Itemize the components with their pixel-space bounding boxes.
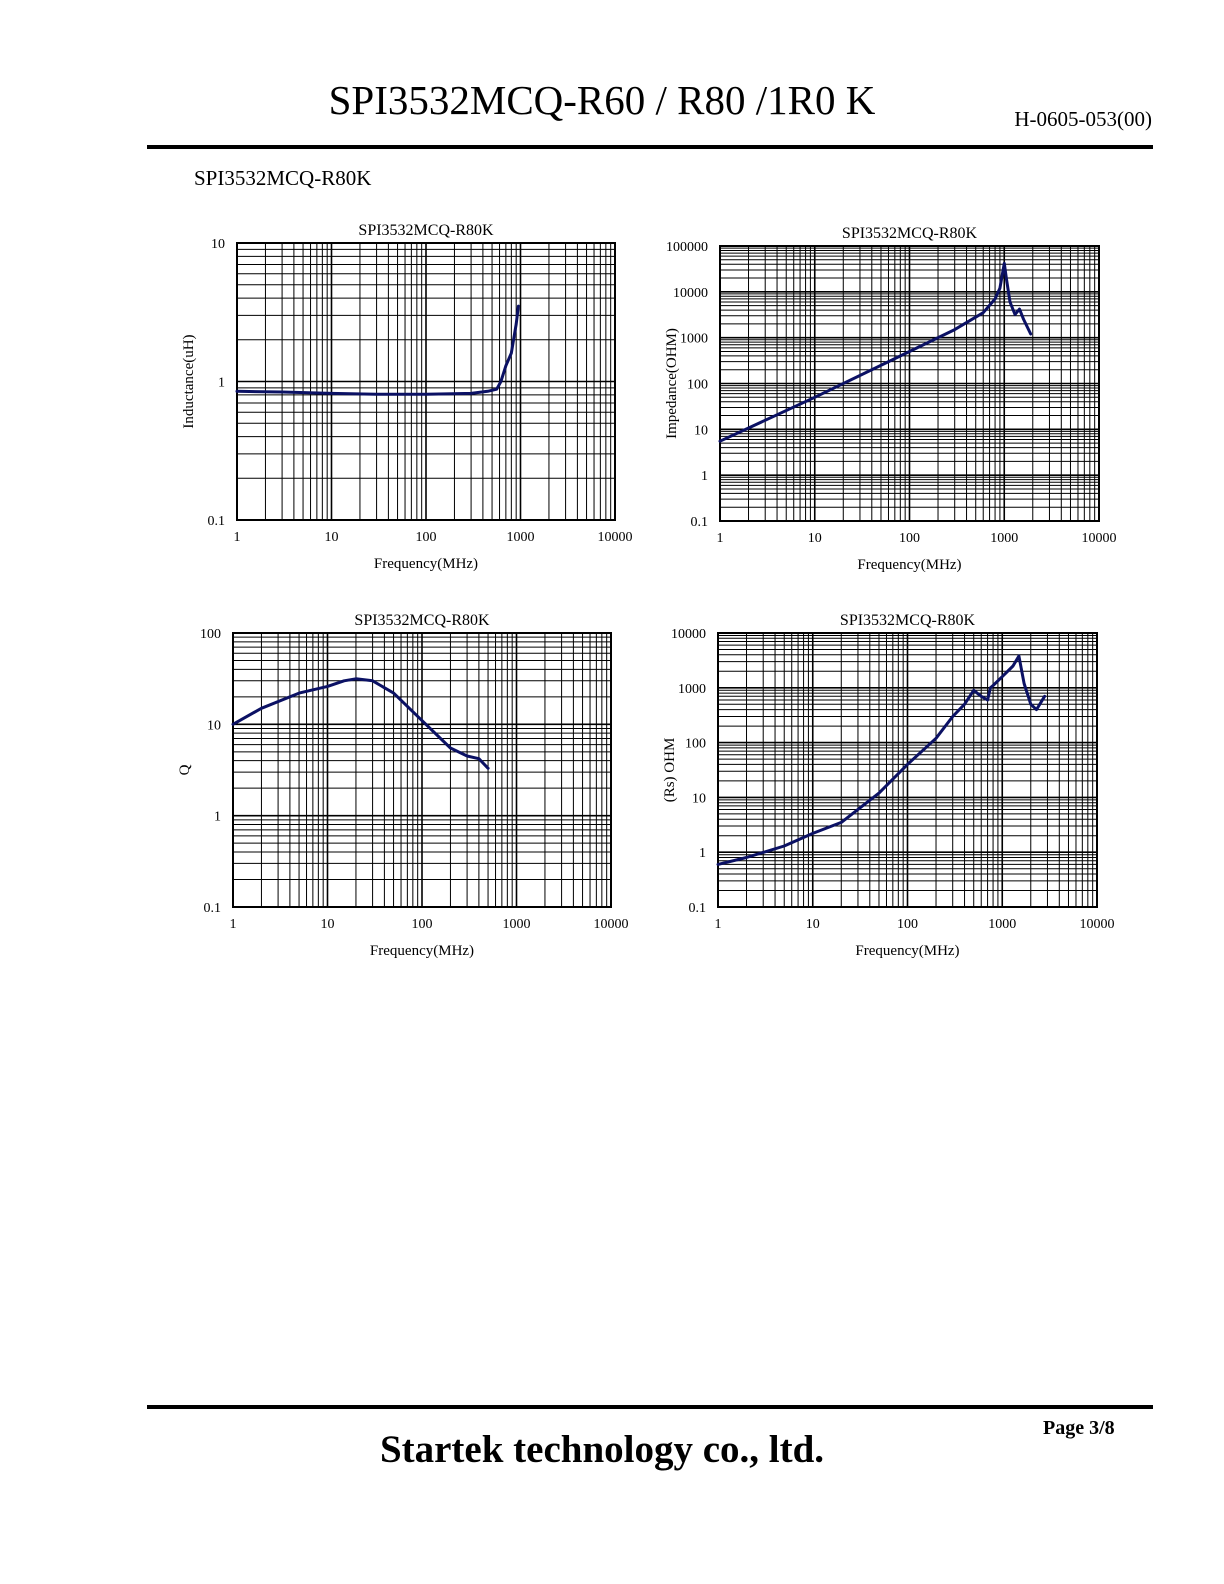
x-tick-label: 10 [320, 917, 335, 932]
x-axis-label: Frequency(MHz) [855, 943, 960, 959]
x-tick-label: 10000 [597, 530, 633, 545]
y-tick-label: 10000 [673, 285, 708, 301]
x-tick-label: 10000 [1081, 531, 1117, 546]
x-tick-label: 100 [899, 531, 920, 546]
y-tick-label: 0.1 [207, 514, 225, 529]
page-number: Page 3/8 [1043, 1417, 1115, 1439]
y-tick-label: 1000 [680, 331, 708, 347]
x-tick-label: 10000 [1079, 917, 1115, 932]
x-tick-label: 10 [805, 917, 820, 932]
x-tick-label: 10 [324, 530, 339, 545]
y-tick-label: 10 [211, 237, 225, 252]
section-title: SPI3532MCQ-R80K [194, 166, 372, 190]
y-tick-label: 10 [207, 718, 221, 734]
x-tick-label: 100 [415, 530, 437, 545]
y-tick-label: 100 [687, 377, 708, 393]
x-tick-label: 1 [716, 531, 724, 546]
x-axis-label: Frequency(MHz) [857, 557, 962, 573]
y-tick-label: 1 [701, 469, 708, 485]
y-tick-label: 10000 [671, 627, 706, 642]
y-axis-label: Inductance(uH) [181, 334, 197, 429]
x-tick-label: 1 [714, 917, 722, 932]
y-tick-label: 1000 [678, 681, 706, 697]
x-axis-label: Frequency(MHz) [369, 943, 475, 959]
x-tick-label: 100 [897, 917, 918, 932]
y-tick-label: 100000 [666, 240, 708, 255]
y-tick-label: 10 [694, 423, 708, 439]
y-tick-label: 1 [218, 375, 225, 391]
y-tick-label: 1 [699, 846, 706, 862]
y-tick-label: 0.1 [690, 515, 708, 530]
chart-title: SPI3532MCQ-R80K [841, 225, 978, 242]
x-tick-label: 1 [229, 917, 237, 932]
chart-title: SPI3532MCQ-R80K [354, 612, 490, 629]
company-name: Startek technology co., ltd. [379, 1428, 825, 1471]
document-title: SPI3532MCQ-R60 / R80 /1R0 K [328, 77, 876, 123]
document-code: H-0605-053(00) [1014, 107, 1152, 131]
x-tick-label: 1000 [988, 917, 1017, 932]
y-tick-label: 100 [685, 736, 706, 752]
y-tick-label: 1 [214, 809, 221, 825]
y-tick-label: 0.1 [688, 901, 706, 916]
chart-title: SPI3532MCQ-R80K [358, 222, 494, 239]
y-axis-label: Q [177, 764, 193, 776]
x-tick-label: 1 [233, 530, 241, 545]
chart-title: SPI3532MCQ-R80K [839, 612, 976, 629]
y-tick-label: 100 [200, 627, 221, 642]
x-tick-label: 1000 [506, 530, 535, 545]
y-axis-label: Impedance(OHM) [664, 328, 680, 439]
plot-grid [718, 633, 1097, 907]
x-tick-label: 10000 [593, 917, 629, 932]
x-tick-label: 100 [411, 917, 433, 932]
x-axis-label: Frequency(MHz) [373, 556, 479, 572]
x-tick-label: 1000 [990, 531, 1019, 546]
y-tick-label: 10 [692, 791, 706, 807]
x-tick-label: 10 [807, 531, 822, 546]
footer-rule [147, 1405, 1153, 1409]
y-axis-label: (Rs) OHM [662, 737, 678, 803]
x-tick-label: 1000 [502, 917, 531, 932]
y-tick-label: 0.1 [203, 901, 221, 916]
